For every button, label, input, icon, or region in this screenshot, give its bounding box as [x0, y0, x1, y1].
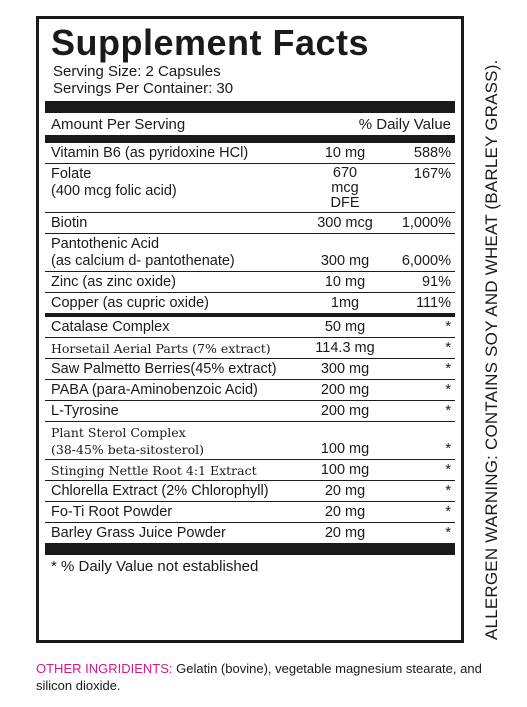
ingredient-label: Plant Sterol Complex [51, 425, 186, 440]
table-row [45, 459, 455, 480]
serving-size: Serving Size: 2 Capsules [53, 63, 221, 80]
amount-per-serving: 20 mg [324, 483, 366, 499]
daily-value: * [445, 525, 451, 541]
daily-value: 1,000% [401, 215, 451, 231]
ingredient-name [51, 340, 305, 357]
ingredient-name [51, 382, 305, 399]
amount-line: DFE [330, 195, 360, 211]
daily-value: * [445, 361, 451, 377]
amount-per-serving: 300 mg [320, 361, 370, 377]
daily-value: * [445, 504, 451, 520]
panel-title: Supplement Facts [51, 22, 370, 63]
ingredient-name [51, 525, 305, 542]
footnote: * % Daily Value not established [51, 558, 259, 575]
daily-value: 91% [421, 274, 451, 290]
table-row [45, 358, 455, 379]
nutrient-rows [45, 142, 455, 543]
amount-per-serving: 10 mg [324, 145, 366, 161]
supplement-facts-panel [36, 16, 464, 643]
servings-per-container: Servings Per Container: 30 [53, 80, 234, 97]
amount-per-serving: 300 mg [320, 253, 370, 269]
daily-value: * [445, 462, 451, 478]
ingredient-label: Pantothenic Acid [51, 236, 160, 252]
ingredient-name [51, 361, 305, 378]
table-row [45, 421, 455, 459]
other-ingredients-lead: OTHER INGRIDIENTS: [36, 661, 173, 676]
ingredient-name [51, 462, 305, 479]
amount-per-serving [305, 166, 385, 211]
daily-value: * [445, 403, 451, 419]
daily-value: 6,000% [401, 253, 451, 269]
amount-per-serving: 300 mcg [317, 215, 373, 231]
ingredient-label: Vitamin B6 (as pyridoxine HCl) [51, 145, 249, 161]
ingredient-label: Catalase Complex [51, 319, 170, 335]
ingredient-label: Saw Palmetto Berries(45% extract) [51, 361, 277, 377]
ingredient-label: Biotin [51, 215, 88, 231]
ingredient-label: PABA (para-Aminobenzoic Acid) [51, 382, 258, 398]
thick-divider [45, 101, 455, 113]
ingredient-sublabel: (as calcium d- pantothenate) [51, 253, 235, 269]
amount-line: 670 [332, 165, 358, 181]
ingredient-name [51, 215, 305, 232]
table-row [45, 212, 455, 233]
ingredient-name [51, 274, 305, 291]
ingredient-name [51, 424, 305, 458]
ingredient-name [51, 145, 305, 162]
amount-line: mcg [331, 180, 359, 196]
ingredient-sublabel: (38-45% beta-sitosterol) [51, 442, 205, 457]
table-row [45, 292, 455, 313]
ingredient-name [51, 403, 305, 420]
amount-per-serving-header: Amount Per Serving [51, 116, 186, 133]
table-row [45, 313, 455, 337]
table-row [45, 501, 455, 522]
daily-value: * [445, 340, 451, 356]
amount-per-serving: 10 mg [324, 274, 366, 290]
other-ingredients-text: Gelatin (bovine), vegetable magnesium stearate, and silicon dioxide. [36, 661, 482, 693]
amount-per-serving: 100 mg [320, 441, 370, 457]
ingredient-label: Horsetail Aerial Parts (7% extract) [51, 341, 271, 356]
table-row [45, 337, 455, 358]
ingredient-name [51, 295, 305, 312]
daily-value: 111% [416, 295, 451, 311]
daily-value: * [445, 441, 451, 457]
table-row [45, 142, 455, 163]
amount-per-serving: 50 mg [324, 319, 366, 335]
allergen-warning: ALLERGEN WARNING: CONTAINS SOY AND WHEAT (BARLEY GRASS). [482, 59, 501, 640]
column-header [45, 113, 455, 135]
other-ingredients [36, 660, 516, 694]
daily-value-header: % Daily Value [358, 116, 451, 133]
amount-per-serving: 100 mg [320, 462, 370, 478]
ingredient-sublabel: (400 mcg folic acid) [51, 183, 177, 199]
daily-value: 588% [413, 145, 451, 161]
daily-value: * [445, 382, 451, 398]
daily-value: * [445, 483, 451, 499]
ingredient-label: Copper (as cupric oxide) [51, 295, 209, 311]
amount-per-serving: 20 mg [324, 504, 366, 520]
table-row [45, 233, 455, 271]
ingredient-label: L-Tyrosine [51, 403, 119, 419]
table-row [45, 379, 455, 400]
ingredient-label: Barley Grass Juice Powder [51, 525, 226, 541]
ingredient-name [51, 319, 305, 336]
mid-divider [45, 135, 455, 142]
ingredient-name [51, 236, 305, 270]
ingredient-name [51, 166, 305, 200]
table-row [45, 522, 455, 543]
amount-per-serving: 114.3 mg [315, 340, 375, 356]
table-row [45, 400, 455, 421]
table-row [45, 163, 455, 212]
daily-value: 167% [413, 166, 451, 182]
ingredient-label: Folate [51, 166, 92, 182]
ingredient-label: Chlorella Extract (2% Chlorophyll) [51, 483, 269, 499]
amount-per-serving: 1mg [330, 295, 360, 311]
ingredient-name [51, 483, 305, 500]
bottom-divider [45, 543, 455, 555]
amount-per-serving: 200 mg [320, 382, 370, 398]
amount-per-serving: 20 mg [324, 525, 366, 541]
table-row [45, 480, 455, 501]
ingredient-label: Stinging Nettle Root 4:1 Extract [51, 463, 257, 478]
ingredient-label: Fo-Ti Root Powder [51, 504, 173, 520]
ingredient-label: Zinc (as zinc oxide) [51, 274, 176, 290]
daily-value: * [445, 319, 451, 335]
amount-per-serving: 200 mg [320, 403, 370, 419]
table-row [45, 271, 455, 292]
ingredient-name [51, 504, 305, 521]
